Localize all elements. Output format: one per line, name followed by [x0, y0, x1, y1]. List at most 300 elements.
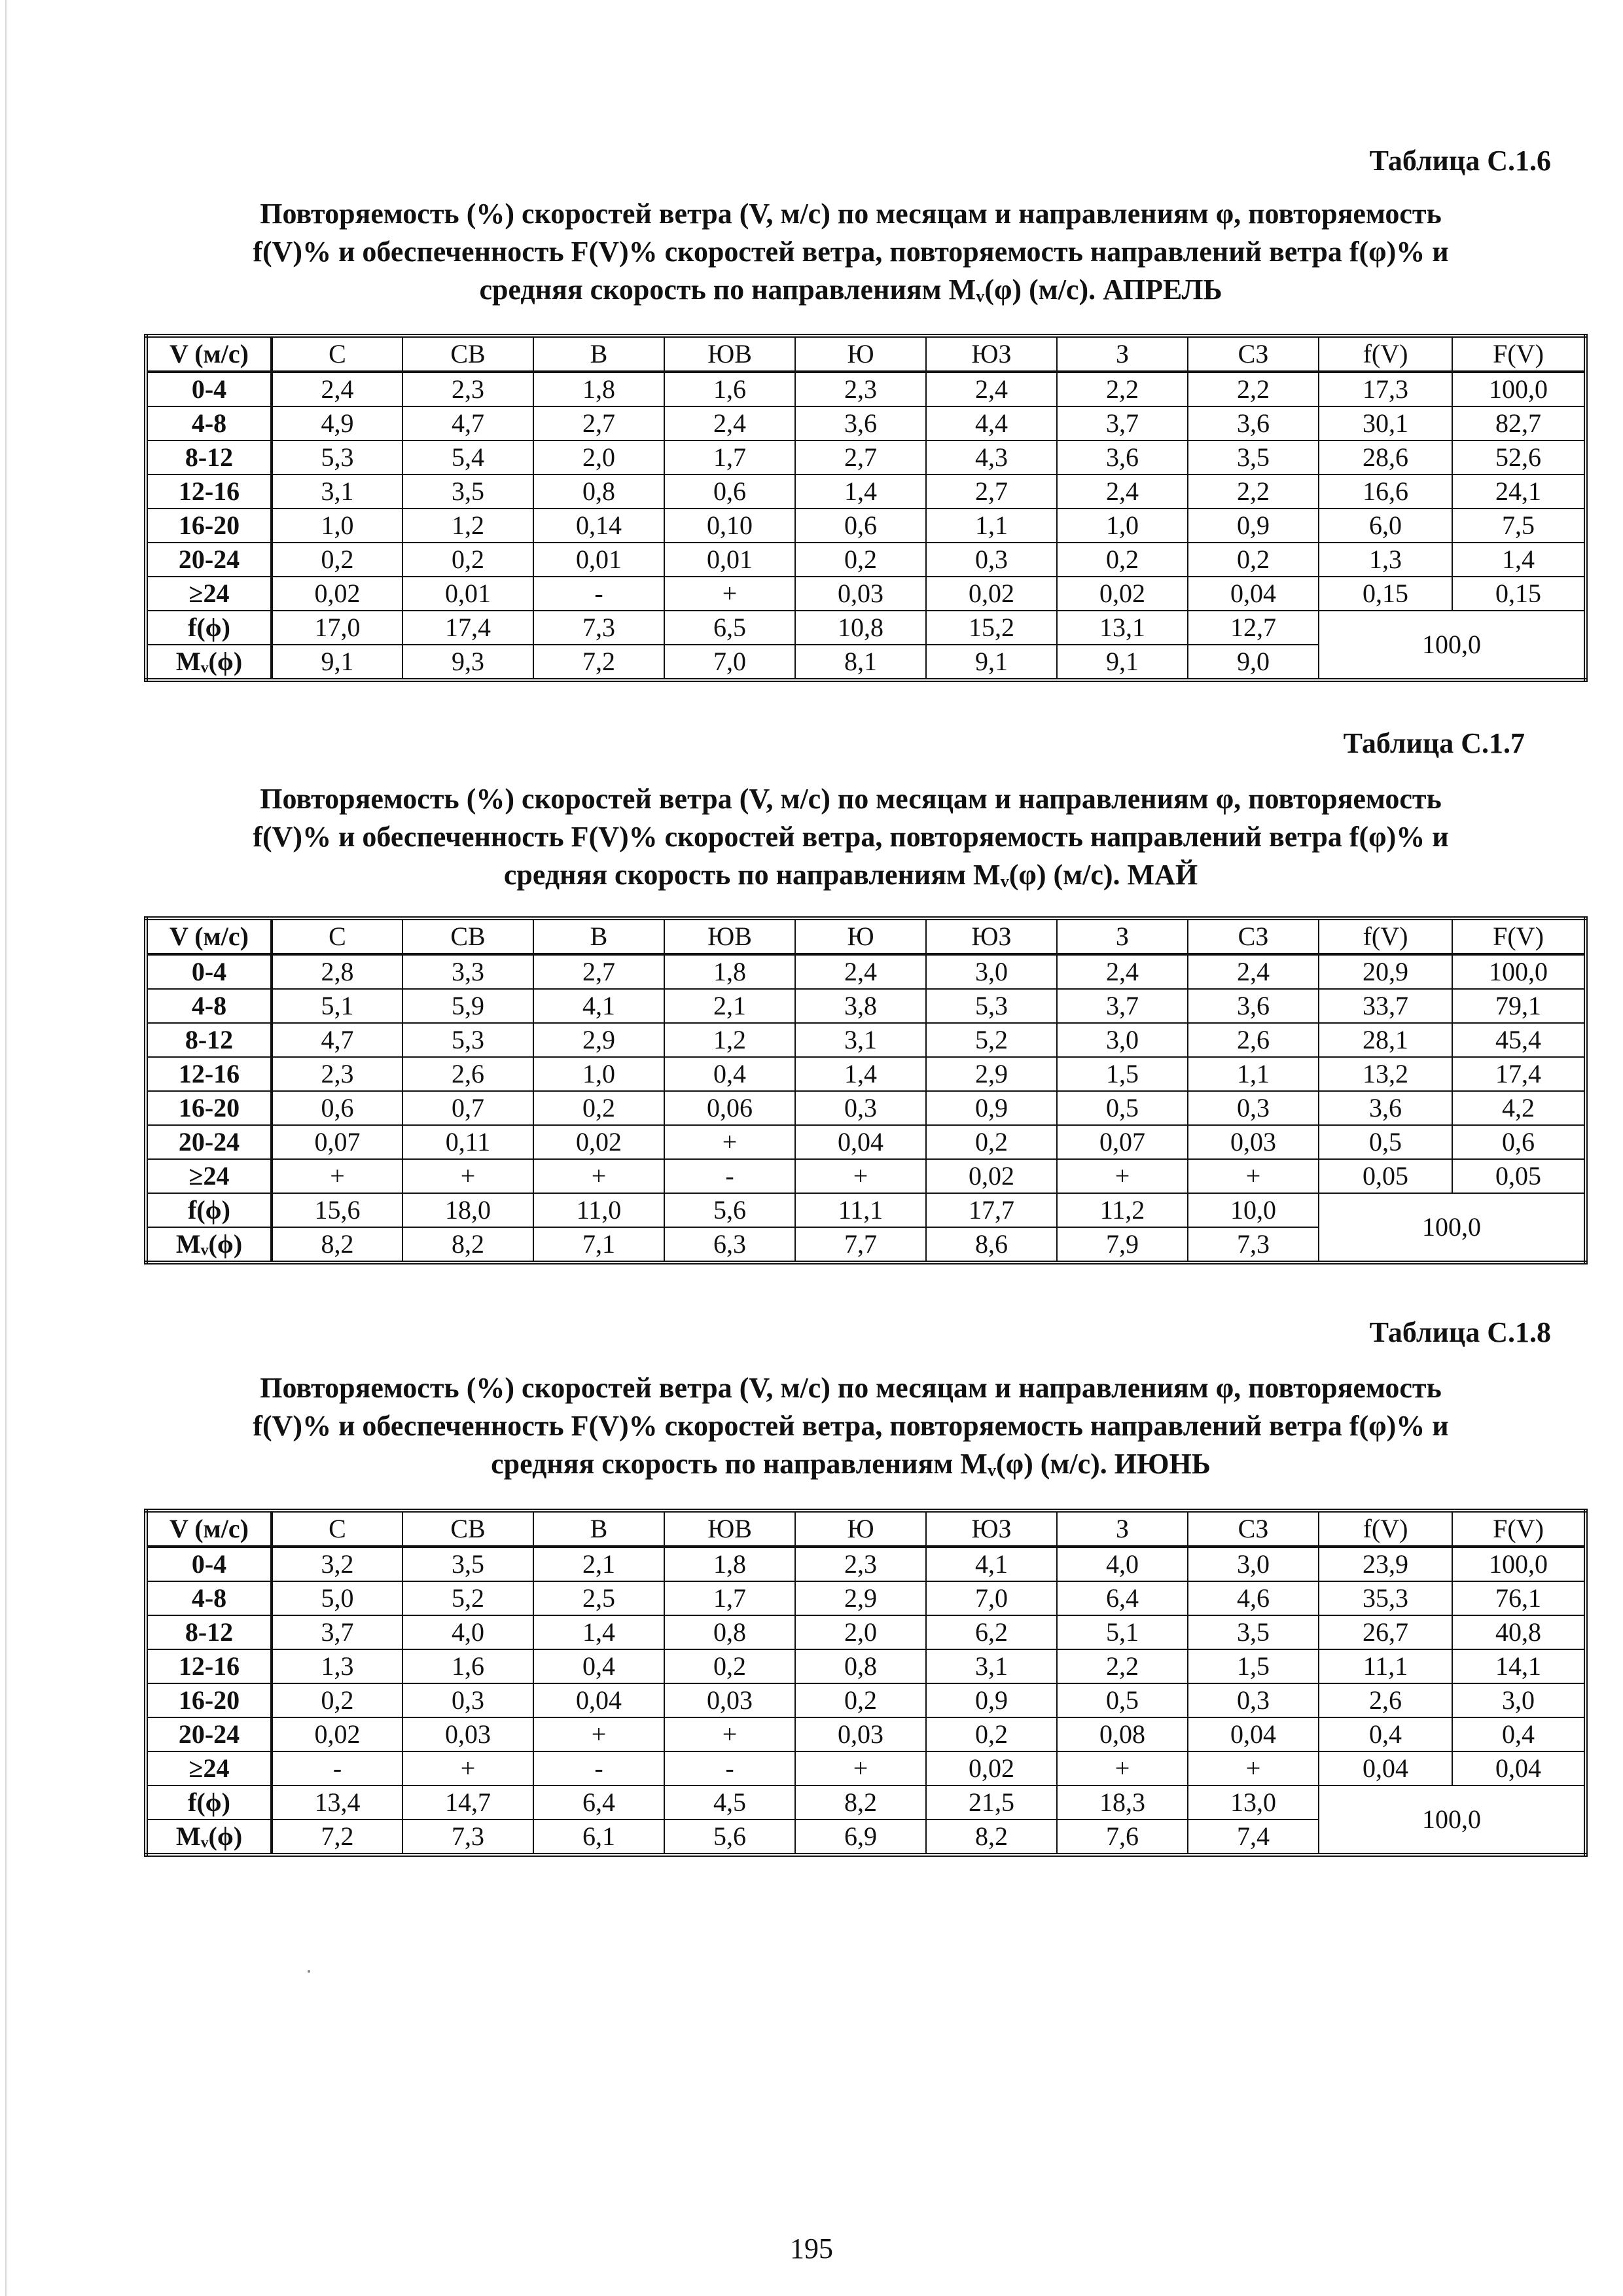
table-cell: 3,7 — [1057, 989, 1188, 1023]
total-cell: 100,0 — [1319, 1785, 1586, 1855]
table-cell: 1,6 — [402, 1649, 533, 1683]
table-cell: 1,3 — [1319, 543, 1452, 577]
table-cell: 0,3 — [795, 1091, 926, 1125]
table-cell: 0,08 — [1057, 1717, 1188, 1751]
row-header: 20-24 — [146, 1125, 272, 1159]
table-cell: 2,8 — [272, 954, 402, 989]
table-cell: 16,6 — [1319, 475, 1452, 509]
column-header: ЮВ — [664, 336, 795, 372]
column-header: Ю — [795, 336, 926, 372]
table-cell: 5,4 — [402, 440, 533, 475]
table-cell: 4,1 — [533, 989, 664, 1023]
table-cell: 8,2 — [926, 1820, 1057, 1855]
table-cell: 2,6 — [1319, 1683, 1452, 1717]
table-cell: 3,6 — [795, 406, 926, 440]
table-cell: 0,03 — [1188, 1125, 1319, 1159]
table-cell: 0,8 — [664, 1615, 795, 1649]
table-cell: 0,4 — [1319, 1717, 1452, 1751]
table-cell: 11,1 — [795, 1193, 926, 1227]
table-cell: 13,1 — [1057, 611, 1188, 645]
row-header: 8-12 — [146, 1023, 272, 1057]
row-header: 4-8 — [146, 1581, 272, 1615]
table-cell: 2,0 — [795, 1615, 926, 1649]
table-cell: 0,04 — [795, 1125, 926, 1159]
table-cell: 0,2 — [1188, 543, 1319, 577]
table-cell: - — [533, 1751, 664, 1785]
table-cell: 0,03 — [795, 1717, 926, 1751]
column-header: СЗ — [1188, 1511, 1319, 1547]
row-header: ≥24 — [146, 1159, 272, 1193]
table-cell: 0,11 — [402, 1125, 533, 1159]
table-cell: 3,6 — [1188, 989, 1319, 1023]
column-header: ЮВ — [664, 918, 795, 954]
column-header: F(V) — [1452, 336, 1586, 372]
table-cell: 6,4 — [533, 1785, 664, 1820]
table-cell: 0,14 — [533, 509, 664, 543]
table-cell: 7,9 — [1057, 1227, 1188, 1263]
table-cell: + — [533, 1717, 664, 1751]
column-header: V (м/с) — [146, 918, 272, 954]
row-header: Mᵥ(ϕ) — [146, 1820, 272, 1855]
row-header: 12-16 — [146, 475, 272, 509]
table-cell: 3,1 — [272, 475, 402, 509]
table-cell: 3,0 — [1188, 1547, 1319, 1581]
table-cell: 1,2 — [664, 1023, 795, 1057]
table-cell: 4,7 — [402, 406, 533, 440]
table-cell: 1,6 — [664, 372, 795, 406]
direction-frequency-row — [146, 1193, 1586, 1227]
table-cell: 4,7 — [272, 1023, 402, 1057]
table-caption — [131, 1369, 1571, 1483]
table-cell: 9,1 — [1057, 645, 1188, 680]
row-header: ≥24 — [146, 1751, 272, 1785]
table-cell: 82,7 — [1452, 406, 1586, 440]
table-cell: 17,4 — [1452, 1057, 1586, 1091]
column-header: З — [1057, 336, 1188, 372]
table-header-row — [146, 918, 1586, 954]
table-cell: 11,2 — [1057, 1193, 1188, 1227]
table-cell: 2,7 — [926, 475, 1057, 509]
row-header: 0-4 — [146, 1547, 272, 1581]
table-cell: 3,7 — [1057, 406, 1188, 440]
table-cell: 0,9 — [926, 1091, 1057, 1125]
table-cell: 0,04 — [1188, 577, 1319, 611]
row-header: 16-20 — [146, 1683, 272, 1717]
table-cell: 8,2 — [402, 1227, 533, 1263]
row-header: ≥24 — [146, 577, 272, 611]
row-header: 8-12 — [146, 1615, 272, 1649]
row-header: 16-20 — [146, 1091, 272, 1125]
column-header: ЮЗ — [926, 918, 1057, 954]
row-header: 4-8 — [146, 406, 272, 440]
row-header: 12-16 — [146, 1649, 272, 1683]
table-cell: 2,4 — [1188, 954, 1319, 989]
column-header: СЗ — [1188, 918, 1319, 954]
table-cell: 4,6 — [1188, 1581, 1319, 1615]
table-cell: + — [402, 1751, 533, 1785]
caption-line: средняя скорость по направлениям Mᵥ(φ) (м/с). МАЙ — [503, 859, 1198, 891]
table-cell: 7,4 — [1188, 1820, 1319, 1855]
table-cell: 6,4 — [1057, 1581, 1188, 1615]
table-cell: 5,9 — [402, 989, 533, 1023]
table-cell: 1,8 — [664, 954, 795, 989]
column-header: З — [1057, 1511, 1188, 1547]
table-cell: 4,4 — [926, 406, 1057, 440]
table-cell: 0,06 — [664, 1091, 795, 1125]
column-header: f(V) — [1319, 1511, 1452, 1547]
table-cell: 8,2 — [795, 1785, 926, 1820]
row-header: 0-4 — [146, 372, 272, 406]
table-cell: 1,4 — [795, 1057, 926, 1091]
table-cell: 2,4 — [1057, 475, 1188, 509]
table-cell: 11,1 — [1319, 1649, 1452, 1683]
table-cell: 0,6 — [1452, 1125, 1586, 1159]
column-header: V (м/с) — [146, 336, 272, 372]
table-cell: 1,2 — [402, 509, 533, 543]
table-row — [146, 1547, 1586, 1581]
column-header: З — [1057, 918, 1188, 954]
caption-line: Повторяемость (%) скоростей ветра (V, м/с) по месяцам и направлениям φ, повторяемость — [260, 783, 1442, 815]
table-label: Таблица С.1.8 — [1369, 1316, 1551, 1348]
table-cell: 2,0 — [533, 440, 664, 475]
table-cell: 9,1 — [926, 645, 1057, 680]
column-header: В — [533, 336, 664, 372]
table-cell: 0,15 — [1452, 577, 1586, 611]
table-cell: 2,7 — [795, 440, 926, 475]
table-header-row — [146, 1511, 1586, 1547]
table-cell: 2,1 — [664, 989, 795, 1023]
table-cell: + — [664, 577, 795, 611]
table-cell: 28,1 — [1319, 1023, 1452, 1057]
table-cell: 5,3 — [272, 440, 402, 475]
table-cell: 4,2 — [1452, 1091, 1586, 1125]
table-cell: 0,9 — [926, 1683, 1057, 1717]
table-cell: 0,01 — [402, 577, 533, 611]
table-cell: 0,03 — [664, 1683, 795, 1717]
table-cell: 52,6 — [1452, 440, 1586, 475]
table-cell: - — [664, 1751, 795, 1785]
table-cell: 0,2 — [272, 543, 402, 577]
column-header: СВ — [402, 1511, 533, 1547]
table-cell: 28,6 — [1319, 440, 1452, 475]
table-row — [146, 372, 1586, 406]
table-row — [146, 1751, 1586, 1785]
table-cell: 1,8 — [664, 1547, 795, 1581]
table-cell: 1,7 — [664, 440, 795, 475]
table-cell: 2,2 — [1188, 475, 1319, 509]
table-cell: 1,1 — [926, 509, 1057, 543]
table-cell: 1,5 — [1057, 1057, 1188, 1091]
table-cell: 0,3 — [1188, 1683, 1319, 1717]
table-row — [146, 1057, 1586, 1091]
table-cell: 0,4 — [664, 1057, 795, 1091]
table-cell: 5,0 — [272, 1581, 402, 1615]
table-cell: 3,0 — [926, 954, 1057, 989]
table-caption — [131, 780, 1571, 894]
table-cell: 2,4 — [664, 406, 795, 440]
table-row — [146, 577, 1586, 611]
table-cell: 2,2 — [1057, 1649, 1188, 1683]
row-header: Mᵥ(ϕ) — [146, 645, 272, 680]
table-cell: 17,7 — [926, 1193, 1057, 1227]
table-cell: 1,3 — [272, 1649, 402, 1683]
table-row — [146, 406, 1586, 440]
table-cell: 26,7 — [1319, 1615, 1452, 1649]
table-row — [146, 475, 1586, 509]
table-cell: 7,7 — [795, 1227, 926, 1263]
table-cell: 100,0 — [1452, 372, 1586, 406]
table-cell: 17,0 — [272, 611, 402, 645]
table-cell: 5,1 — [1057, 1615, 1188, 1649]
table-cell: 0,2 — [795, 543, 926, 577]
table-row — [146, 1615, 1586, 1649]
table-cell: 13,2 — [1319, 1057, 1452, 1091]
table-row — [146, 1649, 1586, 1683]
table-row — [146, 509, 1586, 543]
table-cell: + — [1057, 1159, 1188, 1193]
table-cell: 2,3 — [795, 372, 926, 406]
table-cell: 0,5 — [1057, 1683, 1188, 1717]
table-cell: 6,9 — [795, 1820, 926, 1855]
table-cell: 40,8 — [1452, 1615, 1586, 1649]
table-cell: 15,6 — [272, 1193, 402, 1227]
page-number: 195 — [790, 2233, 833, 2265]
table-header-row — [146, 336, 1586, 372]
table-cell: 0,02 — [926, 1751, 1057, 1785]
table-cell: 2,4 — [272, 372, 402, 406]
table-cell: 14,1 — [1452, 1649, 1586, 1683]
table-cell: 7,2 — [272, 1820, 402, 1855]
table-cell: 8,6 — [926, 1227, 1057, 1263]
table-cell: 3,7 — [272, 1615, 402, 1649]
table-cell: 0,8 — [533, 475, 664, 509]
table-cell: 7,3 — [533, 611, 664, 645]
scan-speck — [308, 1970, 310, 1973]
table-cell: 7,3 — [402, 1820, 533, 1855]
table-cell: 7,3 — [1188, 1227, 1319, 1263]
table-label: Таблица С.1.6 — [1369, 145, 1551, 177]
table-cell: 0,02 — [926, 577, 1057, 611]
table-cell: 0,8 — [795, 1649, 926, 1683]
table-cell: 0,6 — [664, 475, 795, 509]
table-cell: 4,5 — [664, 1785, 795, 1820]
table-cell: 0,5 — [1057, 1091, 1188, 1125]
table-cell: 4,9 — [272, 406, 402, 440]
table-cell: 2,2 — [1057, 372, 1188, 406]
table-cell: 3,1 — [795, 1023, 926, 1057]
table-cell: 1,7 — [664, 1581, 795, 1615]
table-cell: 4,1 — [926, 1547, 1057, 1581]
table-cell: 11,0 — [533, 1193, 664, 1227]
table-cell: 0,01 — [533, 543, 664, 577]
table-cell: 0,3 — [926, 543, 1057, 577]
table-cell: 4,3 — [926, 440, 1057, 475]
column-header: С — [272, 918, 402, 954]
table-row — [146, 440, 1586, 475]
table-cell: 5,6 — [664, 1193, 795, 1227]
table-cell: 3,6 — [1319, 1091, 1452, 1125]
table-cell: 13,0 — [1188, 1785, 1319, 1820]
table-cell: 0,2 — [926, 1717, 1057, 1751]
table-cell: - — [664, 1159, 795, 1193]
table-label: Таблица С.1.7 — [1343, 727, 1525, 759]
table-cell: - — [272, 1751, 402, 1785]
table-cell: 2,9 — [795, 1581, 926, 1615]
table-cell: 3,0 — [1057, 1023, 1188, 1057]
table-cell: 2,6 — [402, 1057, 533, 1091]
table-cell: 7,5 — [1452, 509, 1586, 543]
table-cell: 3,3 — [402, 954, 533, 989]
caption-line: Повторяемость (%) скоростей ветра (V, м/с) по месяцам и направлениям φ, повторяемость — [260, 198, 1442, 230]
table-cell: 2,6 — [1188, 1023, 1319, 1057]
table-cell: 18,3 — [1057, 1785, 1188, 1820]
row-header: 20-24 — [146, 1717, 272, 1751]
table-cell: + — [795, 1751, 926, 1785]
table-cell: + — [1188, 1159, 1319, 1193]
table-cell: 1,1 — [1188, 1057, 1319, 1091]
table-cell: 15,2 — [926, 611, 1057, 645]
table-cell: 2,4 — [1057, 954, 1188, 989]
table-cell: 14,7 — [402, 1785, 533, 1820]
table-cell: 3,0 — [1452, 1683, 1586, 1717]
table-cell: 5,1 — [272, 989, 402, 1023]
row-header: 0-4 — [146, 954, 272, 989]
table-row — [146, 1581, 1586, 1615]
table-cell: 3,2 — [272, 1547, 402, 1581]
table-cell: 3,5 — [402, 1547, 533, 1581]
column-header: Ю — [795, 918, 926, 954]
table-cell: 1,4 — [795, 475, 926, 509]
column-header: Ю — [795, 1511, 926, 1547]
table-cell: 8,2 — [272, 1227, 402, 1263]
table-cell: 9,0 — [1188, 645, 1319, 680]
table-cell: 0,3 — [1188, 1091, 1319, 1125]
table-cell: 24,1 — [1452, 475, 1586, 509]
table-cell: 0,04 — [1452, 1751, 1586, 1785]
table-cell: 0,7 — [402, 1091, 533, 1125]
table-cell: 17,3 — [1319, 372, 1452, 406]
table-row — [146, 1091, 1586, 1125]
table-cell: 2,7 — [533, 954, 664, 989]
table-cell: 5,3 — [402, 1023, 533, 1057]
table-cell: 100,0 — [1452, 954, 1586, 989]
table-cell: 1,0 — [1057, 509, 1188, 543]
table-cell: 0,02 — [272, 1717, 402, 1751]
column-header: F(V) — [1452, 1511, 1586, 1547]
column-header: В — [533, 918, 664, 954]
table-cell: 7,1 — [533, 1227, 664, 1263]
total-cell: 100,0 — [1319, 611, 1586, 680]
table-cell: 5,6 — [664, 1820, 795, 1855]
table-cell: 0,03 — [402, 1717, 533, 1751]
table-cell: 5,2 — [402, 1581, 533, 1615]
table-row — [146, 543, 1586, 577]
table-cell: 2,3 — [402, 372, 533, 406]
table-cell: 0,2 — [664, 1649, 795, 1683]
caption-line: f(V)% и обеспеченность F(V)% скоростей ветра, повторяемость направлений ветра f(φ)% и — [253, 821, 1449, 853]
column-header: СВ — [402, 918, 533, 954]
table-cell: + — [272, 1159, 402, 1193]
table-cell: 2,3 — [272, 1057, 402, 1091]
table-cell: 13,4 — [272, 1785, 402, 1820]
caption-line: средняя скорость по направлениям Mᵥ(φ) (м/с). ИЮНЬ — [491, 1448, 1211, 1480]
table-cell: 0,03 — [795, 577, 926, 611]
table-cell: 2,2 — [1188, 372, 1319, 406]
table-cell: 9,1 — [272, 645, 402, 680]
table-cell: 20,9 — [1319, 954, 1452, 989]
table-row — [146, 989, 1586, 1023]
row-header: 8-12 — [146, 440, 272, 475]
table-cell: 3,1 — [926, 1649, 1057, 1683]
table-cell: 6,3 — [664, 1227, 795, 1263]
table-cell: 0,02 — [272, 577, 402, 611]
table-cell: 7,2 — [533, 645, 664, 680]
table-cell: + — [1188, 1751, 1319, 1785]
table-cell: 45,4 — [1452, 1023, 1586, 1057]
table-cell: 6,0 — [1319, 509, 1452, 543]
table-cell: 7,0 — [664, 645, 795, 680]
table-cell: 23,9 — [1319, 1547, 1452, 1581]
table-cell: 3,5 — [1188, 1615, 1319, 1649]
table-cell: 2,9 — [926, 1057, 1057, 1091]
table-cell: 8,1 — [795, 645, 926, 680]
table-cell: 9,3 — [402, 645, 533, 680]
table-cell: 4,0 — [1057, 1547, 1188, 1581]
table-cell: 33,7 — [1319, 989, 1452, 1023]
table-cell: 0,5 — [1319, 1125, 1452, 1159]
row-header: 12-16 — [146, 1057, 272, 1091]
table-cell: 0,05 — [1452, 1159, 1586, 1193]
table-cell: 5,3 — [926, 989, 1057, 1023]
table-cell: 0,2 — [272, 1683, 402, 1717]
column-header: СЗ — [1188, 336, 1319, 372]
table-caption — [131, 195, 1571, 309]
column-header: ЮВ — [664, 1511, 795, 1547]
row-header: 16-20 — [146, 509, 272, 543]
table-cell: 3,6 — [1057, 440, 1188, 475]
row-header: f(ϕ) — [146, 611, 272, 645]
table-cell: 1,4 — [1452, 543, 1586, 577]
direction-frequency-row — [146, 1785, 1586, 1820]
column-header: f(V) — [1319, 918, 1452, 954]
table-cell: 76,1 — [1452, 1581, 1586, 1615]
table-cell: 0,04 — [1188, 1717, 1319, 1751]
row-header: f(ϕ) — [146, 1193, 272, 1227]
table-cell: 0,04 — [533, 1683, 664, 1717]
table-cell: 1,8 — [533, 372, 664, 406]
table-cell: 0,6 — [272, 1091, 402, 1125]
table-cell: 1,4 — [533, 1615, 664, 1649]
table-cell: - — [533, 577, 664, 611]
table-cell: + — [1057, 1751, 1188, 1785]
table-cell: 0,04 — [1319, 1751, 1452, 1785]
table-cell: 0,02 — [533, 1125, 664, 1159]
table-cell: 3,5 — [1188, 440, 1319, 475]
table-cell: 0,05 — [1319, 1159, 1452, 1193]
table-row — [146, 1159, 1586, 1193]
column-header: С — [272, 1511, 402, 1547]
table-cell: 4,0 — [402, 1615, 533, 1649]
table-cell: 0,3 — [402, 1683, 533, 1717]
wind-table-may — [144, 916, 1588, 1265]
column-header: V (м/с) — [146, 1511, 272, 1547]
column-header: В — [533, 1511, 664, 1547]
table-cell: 0,01 — [664, 543, 795, 577]
table-cell: 0,07 — [1057, 1125, 1188, 1159]
table-cell: 2,4 — [795, 954, 926, 989]
row-header: 4-8 — [146, 989, 272, 1023]
table-cell: 0,4 — [1452, 1717, 1586, 1751]
